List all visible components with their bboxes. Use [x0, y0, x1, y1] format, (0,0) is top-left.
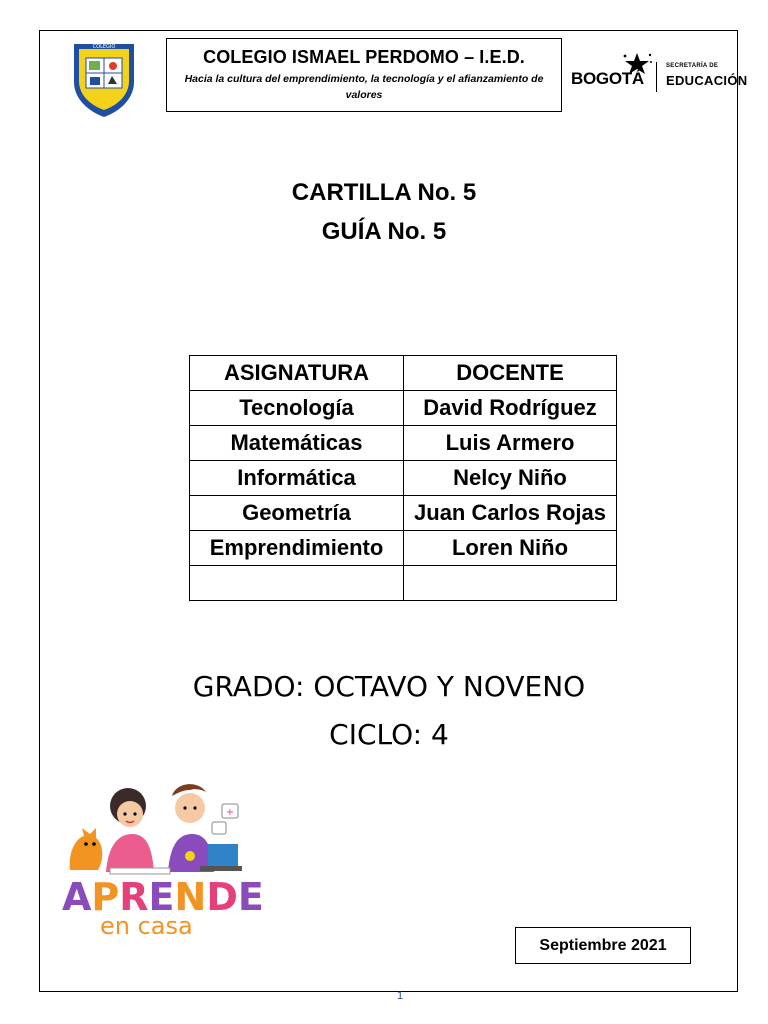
svg-text:+: + — [225, 807, 235, 818]
school-name: COLEGIO ISMAEL PERDOMO – I.E.D. — [203, 47, 525, 67]
header-asignatura: ASIGNATURA — [190, 356, 404, 391]
table-row — [190, 496, 617, 531]
cartilla-title: CARTILLA No. 5 — [291, 179, 477, 206]
header-docente: DOCENTE — [404, 356, 617, 391]
table-header-row — [190, 356, 617, 391]
page-number: 1 — [396, 990, 404, 1002]
en-casa-wordmark: en casa — [100, 912, 193, 940]
cycle-heading: CICLO: 4 — [329, 718, 449, 751]
table-row — [190, 566, 617, 601]
subject-cell: Matemáticas — [190, 426, 404, 461]
teacher-cell — [404, 566, 617, 601]
subject-cell: Emprendimiento — [190, 531, 404, 566]
table-row — [190, 426, 617, 461]
subject-cell — [190, 566, 404, 601]
teacher-cell: Juan Carlos Rojas — [404, 496, 617, 531]
crest-text: COLEGIO — [92, 44, 116, 50]
grade-heading: GRADO: OCTAVO Y NOVENO — [192, 670, 586, 703]
date-box: Septiembre 2021 — [515, 927, 691, 964]
school-motto: Hacia la cultura del emprendimiento, la tecnología y el afianzamiento de valores — [184, 73, 544, 101]
aprende-wordmark: APRENDE — [62, 875, 264, 919]
guia-title: GUÍA No. 5 — [321, 218, 447, 245]
bogota-wordmark: BOGOTÁ — [571, 69, 644, 88]
teacher-cell: David Rodríguez — [404, 391, 617, 426]
table-row — [190, 531, 617, 566]
school-header-box — [166, 38, 562, 112]
logo-separator — [656, 62, 657, 92]
subject-cell: Tecnología — [190, 391, 404, 426]
educacion-label: EDUCACIÓN — [666, 73, 748, 88]
table-row — [190, 391, 617, 426]
subject-cell: Informática — [190, 461, 404, 496]
teacher-cell: Loren Niño — [404, 531, 617, 566]
aprende-en-casa-logo — [40, 772, 274, 950]
subject-cell: Geometría — [190, 496, 404, 531]
secretaria-label: SECRETARÍA DE — [666, 63, 719, 69]
teacher-cell: Nelcy Niño — [404, 461, 617, 496]
subjects-table — [189, 355, 617, 601]
teacher-cell: Luis Armero — [404, 426, 617, 461]
school-crest-logo — [70, 38, 138, 118]
table-row — [190, 461, 617, 496]
